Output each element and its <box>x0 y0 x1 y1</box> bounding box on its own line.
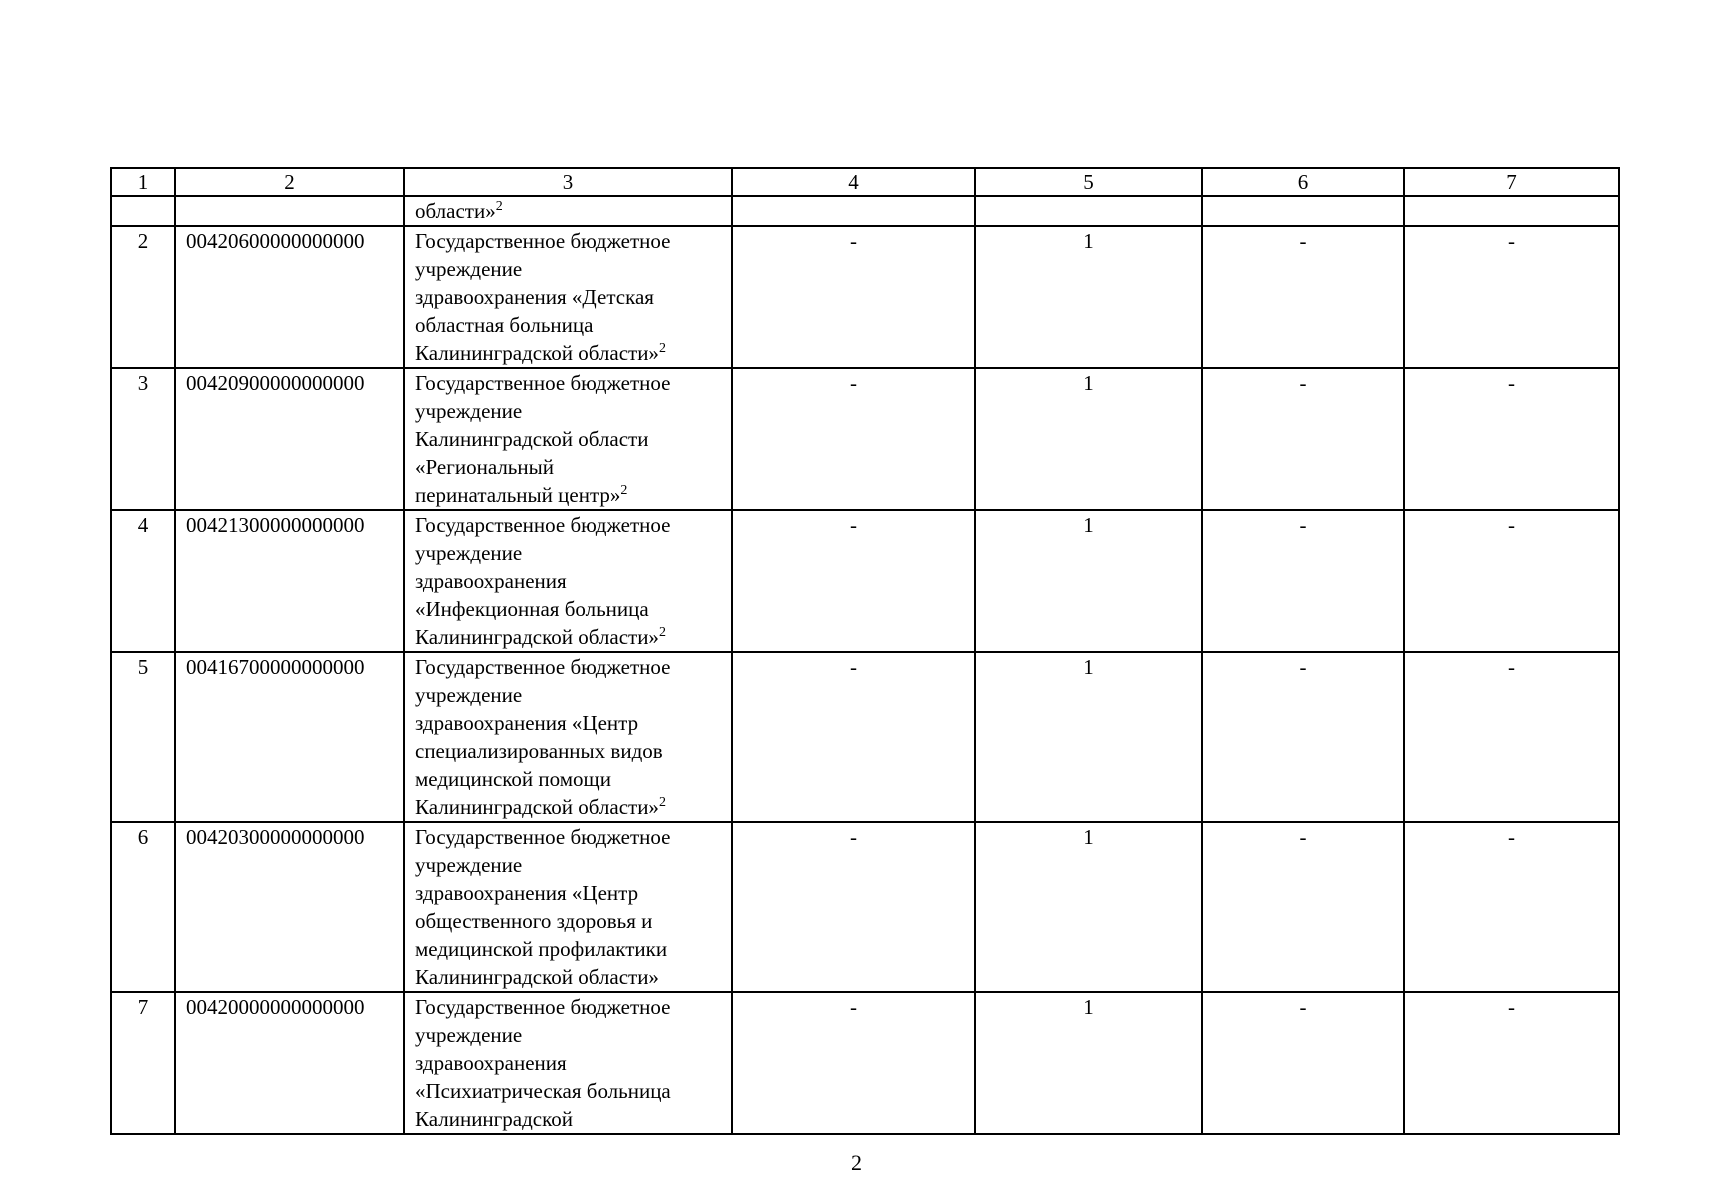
institution-name: Государственное бюджетное учреждение здравоохранения «Центр специализированных видов медицинской помощи Калининградской области»$^2$ <box>404 652 732 822</box>
cell-col4: - <box>732 226 975 368</box>
column-number: 5 <box>975 168 1202 196</box>
continuation-name: области»$^2$ <box>404 196 732 226</box>
row-number: 5 <box>111 652 175 822</box>
registry-code: 00420300000000000 <box>175 822 404 992</box>
institution-name: Государственное бюджетное учреждение здравоохранения «Центр общественного здоровья и медицинской профилактики Калининградской области» <box>404 822 732 992</box>
table-row <box>111 992 1619 1134</box>
row-number: 4 <box>111 510 175 652</box>
cell-col7: - <box>1404 652 1619 822</box>
column-number: 1 <box>111 168 175 196</box>
table-row <box>111 652 1619 822</box>
footnote-ref: 2 <box>658 795 666 810</box>
column-number: 7 <box>1404 168 1619 196</box>
cell-col4: - <box>732 510 975 652</box>
cell-col4: - <box>732 368 975 510</box>
footnote-ref: 2 <box>658 341 666 356</box>
cell-col7: - <box>1404 992 1619 1134</box>
cell-col6: - <box>1202 226 1404 368</box>
cell-col4: - <box>732 652 975 822</box>
column-number: 2 <box>175 168 404 196</box>
registry-code: 00416700000000000 <box>175 652 404 822</box>
cell-col5: 1 <box>975 368 1202 510</box>
table-row <box>111 822 1619 992</box>
continuation-row <box>111 196 1619 226</box>
page-number: 2 <box>851 1150 862 1175</box>
cell-col7: - <box>1404 510 1619 652</box>
row-number: 3 <box>111 368 175 510</box>
registry-code: 00420600000000000 <box>175 226 404 368</box>
cell-col6: - <box>1202 368 1404 510</box>
row-number: 7 <box>111 992 175 1134</box>
cell-col6: - <box>1202 652 1404 822</box>
institution-name: Государственное бюджетное учреждение Калининградской области «Региональный перинатальный центр»$^2$ <box>404 368 732 510</box>
footnote-ref: 2 <box>620 483 628 498</box>
column-number: 3 <box>404 168 732 196</box>
table-row <box>111 226 1619 368</box>
row-number: 2 <box>111 226 175 368</box>
cell-col6: - <box>1202 822 1404 992</box>
cell-col4: - <box>732 822 975 992</box>
registry-code: 00420000000000000 <box>175 992 404 1134</box>
table-row <box>111 368 1619 510</box>
cell-col5: 1 <box>975 510 1202 652</box>
footnote-ref: 2 <box>495 199 503 214</box>
column-number-row <box>111 168 1619 196</box>
row-number: 6 <box>111 822 175 992</box>
cell-col7: - <box>1404 822 1619 992</box>
table-body <box>111 168 1619 1134</box>
cell-col5: 1 <box>975 822 1202 992</box>
cell-col7: - <box>1404 368 1619 510</box>
cell-col5: 1 <box>975 652 1202 822</box>
cell-col6: - <box>1202 992 1404 1134</box>
column-number: 6 <box>1202 168 1404 196</box>
institution-name: Государственное бюджетное учреждение здравоохранения «Психиатрическая больница Калининградской <box>404 992 732 1134</box>
table-row <box>111 510 1619 652</box>
cell-col4: - <box>732 992 975 1134</box>
column-number: 4 <box>732 168 975 196</box>
institution-name: Государственное бюджетное учреждение здравоохранения «Инфекционная больница Калининградской области»$^2$ <box>404 510 732 652</box>
registry-code: 00421300000000000 <box>175 510 404 652</box>
cell-col6: - <box>1202 510 1404 652</box>
institutions-table <box>110 167 1620 1135</box>
cell-col7: - <box>1404 226 1619 368</box>
cell-col5: 1 <box>975 226 1202 368</box>
footnote-ref: 2 <box>658 625 666 640</box>
cell-col5: 1 <box>975 992 1202 1134</box>
institution-name: Государственное бюджетное учреждение здравоохранения «Детская областная больница Калининградской области»$^2$ <box>404 226 732 368</box>
registry-code: 00420900000000000 <box>175 368 404 510</box>
